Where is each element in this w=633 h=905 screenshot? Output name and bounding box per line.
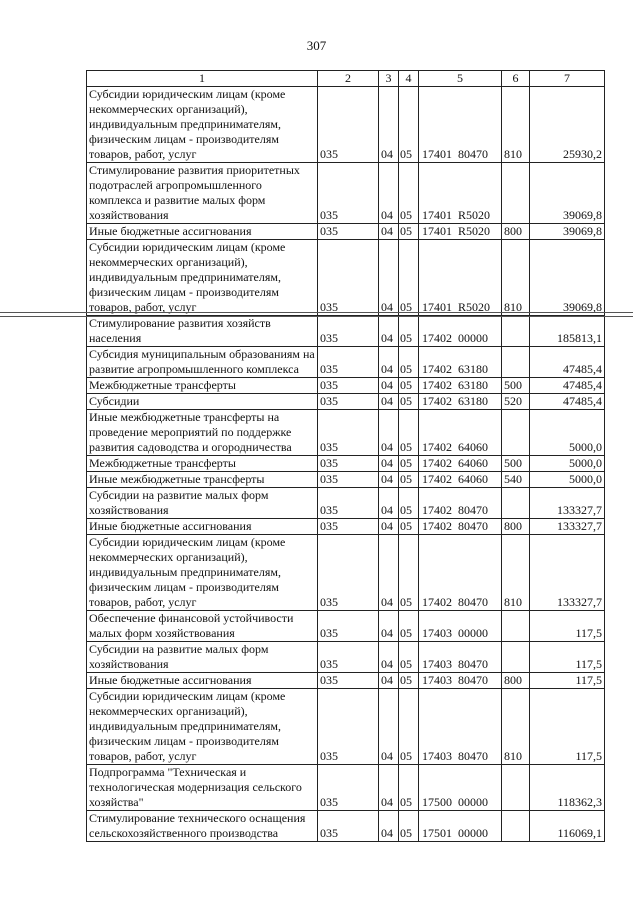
csr-program-code: 17401 [422, 208, 452, 222]
cell-amount: 39069,8 [530, 240, 605, 316]
cell-vr: 500 [502, 456, 530, 472]
csr-program-code: 17402 [422, 472, 452, 486]
table-row [87, 87, 605, 163]
cell-vr [502, 642, 530, 673]
cell-grbs: 035 [318, 456, 379, 472]
cell-amount: 133327,7 [530, 488, 605, 519]
table-row [87, 240, 605, 316]
cell-grbs: 035 [318, 765, 379, 811]
cell-csr [419, 488, 502, 519]
cell-amount: 117,5 [530, 642, 605, 673]
cell-amount: 117,5 [530, 673, 605, 689]
table-row [87, 394, 605, 410]
cell-rz: 04 [379, 673, 399, 689]
csr-program-code: 17402 [422, 595, 452, 609]
cell-pr: 05 [399, 765, 419, 811]
cell-name: Субсидии юридическим лицам (кроме некоммерческих организаций), индивидуальным предпринимателям, физическим лицам - производителям товаров, работ, услуг [87, 87, 318, 163]
cell-grbs: 035 [318, 224, 379, 240]
cell-amount: 47485,4 [530, 347, 605, 378]
cell-csr [419, 765, 502, 811]
cell-rz: 04 [379, 347, 399, 378]
csr-program-code: 17403 [422, 673, 452, 687]
cell-grbs: 035 [318, 535, 379, 611]
cell-csr [419, 224, 502, 240]
csr-direction-code: 63180 [458, 362, 488, 376]
csr-direction-code: 80470 [458, 749, 488, 763]
cell-pr: 05 [399, 689, 419, 765]
cell-rz: 04 [379, 519, 399, 535]
cell-amount: 5000,0 [530, 472, 605, 488]
cell-vr [502, 347, 530, 378]
cell-vr: 810 [502, 87, 530, 163]
cell-grbs: 035 [318, 472, 379, 488]
table-row [87, 519, 605, 535]
table-body [87, 87, 605, 842]
cell-vr [502, 488, 530, 519]
cell-vr: 800 [502, 673, 530, 689]
cell-rz: 04 [379, 765, 399, 811]
cell-csr [419, 163, 502, 224]
cell-name: Обеспечение финансовой устойчивости малых форм хозяйствования [87, 611, 318, 642]
cell-vr [502, 163, 530, 224]
table-row [87, 163, 605, 224]
cell-grbs: 035 [318, 394, 379, 410]
header-cell: 3 [379, 71, 399, 87]
csr-direction-code: 64060 [458, 472, 488, 486]
cell-rz: 04 [379, 488, 399, 519]
cell-name: Иные межбюджетные трансферты на проведение мероприятий по поддержке развития садоводства и огородничества [87, 410, 318, 456]
csr-program-code: 17403 [422, 657, 452, 671]
cell-amount: 117,5 [530, 611, 605, 642]
cell-grbs: 035 [318, 316, 379, 347]
cell-pr: 05 [399, 456, 419, 472]
cell-rz: 04 [379, 472, 399, 488]
header-cell: 5 [419, 71, 502, 87]
scan-artifact-line [0, 316, 633, 317]
cell-pr: 05 [399, 488, 419, 519]
cell-grbs: 035 [318, 410, 379, 456]
cell-amount: 47485,4 [530, 378, 605, 394]
cell-name: Субсидии [87, 394, 318, 410]
cell-name: Субсидии юридическим лицам (кроме некоммерческих организаций), индивидуальным предпринимателям, физическим лицам - производителям товаров, работ, услуг [87, 689, 318, 765]
cell-amount: 39069,8 [530, 224, 605, 240]
cell-vr: 520 [502, 394, 530, 410]
cell-rz: 04 [379, 689, 399, 765]
cell-csr [419, 472, 502, 488]
cell-csr [419, 316, 502, 347]
cell-pr: 05 [399, 163, 419, 224]
cell-grbs: 035 [318, 689, 379, 765]
cell-grbs: 035 [318, 642, 379, 673]
header-cell: 6 [502, 71, 530, 87]
cell-name: Иные межбюджетные трансферты [87, 472, 318, 488]
cell-pr: 05 [399, 811, 419, 842]
csr-program-code: 17501 [422, 826, 452, 840]
cell-rz: 04 [379, 642, 399, 673]
cell-pr: 05 [399, 316, 419, 347]
cell-pr: 05 [399, 472, 419, 488]
csr-direction-code: 00000 [458, 626, 488, 640]
cell-amount: 133327,7 [530, 519, 605, 535]
cell-vr: 800 [502, 519, 530, 535]
table-row [87, 378, 605, 394]
cell-vr [502, 316, 530, 347]
cell-csr [419, 240, 502, 316]
table-row [87, 673, 605, 689]
csr-direction-code: R5020 [458, 208, 491, 222]
cell-vr [502, 811, 530, 842]
cell-pr: 05 [399, 519, 419, 535]
cell-pr: 05 [399, 673, 419, 689]
cell-grbs: 035 [318, 673, 379, 689]
csr-direction-code: R5020 [458, 300, 491, 314]
cell-pr: 05 [399, 378, 419, 394]
header-cell: 4 [399, 71, 419, 87]
cell-vr: 800 [502, 224, 530, 240]
table-row [87, 347, 605, 378]
cell-name: Иные бюджетные ассигнования [87, 224, 318, 240]
cell-name: Стимулирование технического оснащения сельскохозяйственного производства [87, 811, 318, 842]
cell-pr: 05 [399, 224, 419, 240]
cell-rz: 04 [379, 163, 399, 224]
table-row [87, 472, 605, 488]
cell-vr: 500 [502, 378, 530, 394]
cell-amount: 133327,7 [530, 535, 605, 611]
csr-direction-code: 80470 [458, 595, 488, 609]
csr-program-code: 17402 [422, 378, 452, 392]
cell-name: Межбюджетные трансферты [87, 378, 318, 394]
cell-pr: 05 [399, 394, 419, 410]
cell-rz: 04 [379, 378, 399, 394]
cell-amount: 185813,1 [530, 316, 605, 347]
cell-amount: 5000,0 [530, 410, 605, 456]
cell-grbs: 035 [318, 811, 379, 842]
cell-name: Субсидии на развитие малых форм хозяйствования [87, 488, 318, 519]
table-row [87, 689, 605, 765]
cell-csr [419, 642, 502, 673]
table-row [87, 224, 605, 240]
csr-program-code: 17402 [422, 394, 452, 408]
cell-pr: 05 [399, 642, 419, 673]
cell-pr: 05 [399, 410, 419, 456]
csr-direction-code: 63180 [458, 394, 488, 408]
csr-direction-code: R5020 [458, 224, 491, 238]
table-row [87, 456, 605, 472]
cell-rz: 04 [379, 224, 399, 240]
cell-rz: 04 [379, 410, 399, 456]
csr-direction-code: 80470 [458, 147, 488, 161]
csr-program-code: 17402 [422, 456, 452, 470]
csr-program-code: 17401 [422, 224, 452, 238]
cell-name: Стимулирование развития приоритетных подотраслей агропромышленного комплекса и развитие малых форм хозяйствования [87, 163, 318, 224]
cell-name: Субсидии на развитие малых форм хозяйствования [87, 642, 318, 673]
cell-csr [419, 347, 502, 378]
cell-name: Межбюджетные трансферты [87, 456, 318, 472]
csr-program-code: 17403 [422, 749, 452, 763]
cell-csr [419, 410, 502, 456]
cell-amount: 47485,4 [530, 394, 605, 410]
cell-pr: 05 [399, 240, 419, 316]
table-row [87, 765, 605, 811]
cell-vr: 540 [502, 472, 530, 488]
cell-amount: 25930,2 [530, 87, 605, 163]
cell-amount: 116069,1 [530, 811, 605, 842]
scan-artifact-line [0, 312, 633, 313]
cell-vr [502, 611, 530, 642]
table-row [87, 535, 605, 611]
cell-name: Субсидии юридическим лицам (кроме некоммерческих организаций), индивидуальным предпринимателям, физическим лицам - производителям товаров, работ, услуг [87, 240, 318, 316]
cell-name: Иные бюджетные ассигнования [87, 673, 318, 689]
csr-direction-code: 64060 [458, 440, 488, 454]
csr-program-code: 17401 [422, 300, 452, 314]
cell-grbs: 035 [318, 240, 379, 316]
cell-csr [419, 611, 502, 642]
cell-vr [502, 765, 530, 811]
csr-direction-code: 80470 [458, 673, 488, 687]
csr-direction-code: 80470 [458, 519, 488, 533]
cell-pr: 05 [399, 87, 419, 163]
csr-direction-code: 64060 [458, 456, 488, 470]
cell-rz: 04 [379, 456, 399, 472]
cell-vr: 810 [502, 689, 530, 765]
cell-csr [419, 519, 502, 535]
csr-program-code: 17402 [422, 519, 452, 533]
csr-direction-code: 00000 [458, 795, 488, 809]
header-cell: 7 [530, 71, 605, 87]
cell-rz: 04 [379, 611, 399, 642]
cell-csr [419, 673, 502, 689]
cell-amount: 118362,3 [530, 765, 605, 811]
header-cell: 1 [87, 71, 318, 87]
cell-amount: 39069,8 [530, 163, 605, 224]
cell-name: Стимулирование развития хозяйств населения [87, 316, 318, 347]
cell-grbs: 035 [318, 163, 379, 224]
cell-vr: 810 [502, 535, 530, 611]
table-row [87, 611, 605, 642]
budget-table [86, 70, 605, 842]
cell-pr: 05 [399, 611, 419, 642]
csr-program-code: 17403 [422, 626, 452, 640]
csr-direction-code: 00000 [458, 331, 488, 345]
cell-name: Субсидии юридическим лицам (кроме некоммерческих организаций), индивидуальным предпринимателям, физическим лицам - производителям товаров, работ, услуг [87, 535, 318, 611]
csr-direction-code: 80470 [458, 503, 488, 517]
cell-csr [419, 378, 502, 394]
cell-vr [502, 410, 530, 456]
csr-program-code: 17402 [422, 440, 452, 454]
cell-name: Субсидия муниципальным образованиям на развитие агропромышленного комплекса [87, 347, 318, 378]
cell-pr: 05 [399, 535, 419, 611]
cell-rz: 04 [379, 394, 399, 410]
csr-direction-code: 80470 [458, 657, 488, 671]
cell-name: Подпрограмма "Техническая и технологическая модернизация сельского хозяйства" [87, 765, 318, 811]
table-row [87, 316, 605, 347]
cell-rz: 04 [379, 535, 399, 611]
cell-csr [419, 689, 502, 765]
table-row [87, 642, 605, 673]
csr-program-code: 17402 [422, 331, 452, 345]
csr-program-code: 17402 [422, 503, 452, 517]
cell-grbs: 035 [318, 488, 379, 519]
cell-rz: 04 [379, 811, 399, 842]
cell-csr [419, 811, 502, 842]
cell-csr [419, 394, 502, 410]
cell-grbs: 035 [318, 347, 379, 378]
cell-amount: 5000,0 [530, 456, 605, 472]
cell-grbs: 035 [318, 378, 379, 394]
cell-vr: 810 [502, 240, 530, 316]
cell-csr [419, 535, 502, 611]
page-number: 307 [306, 38, 327, 53]
table-header-row [87, 71, 605, 87]
csr-program-code: 17402 [422, 362, 452, 376]
cell-grbs: 035 [318, 611, 379, 642]
cell-amount: 117,5 [530, 689, 605, 765]
cell-grbs: 035 [318, 519, 379, 535]
cell-csr [419, 456, 502, 472]
cell-rz: 04 [379, 87, 399, 163]
csr-program-code: 17401 [422, 147, 452, 161]
csr-direction-code: 63180 [458, 378, 488, 392]
cell-csr [419, 87, 502, 163]
table-row [87, 410, 605, 456]
csr-program-code: 17500 [422, 795, 452, 809]
cell-pr: 05 [399, 347, 419, 378]
cell-grbs: 035 [318, 87, 379, 163]
cell-rz: 04 [379, 316, 399, 347]
cell-name: Иные бюджетные ассигнования [87, 519, 318, 535]
header-cell: 2 [318, 71, 379, 87]
table-row [87, 811, 605, 842]
table-row [87, 488, 605, 519]
cell-rz: 04 [379, 240, 399, 316]
csr-direction-code: 00000 [458, 826, 488, 840]
